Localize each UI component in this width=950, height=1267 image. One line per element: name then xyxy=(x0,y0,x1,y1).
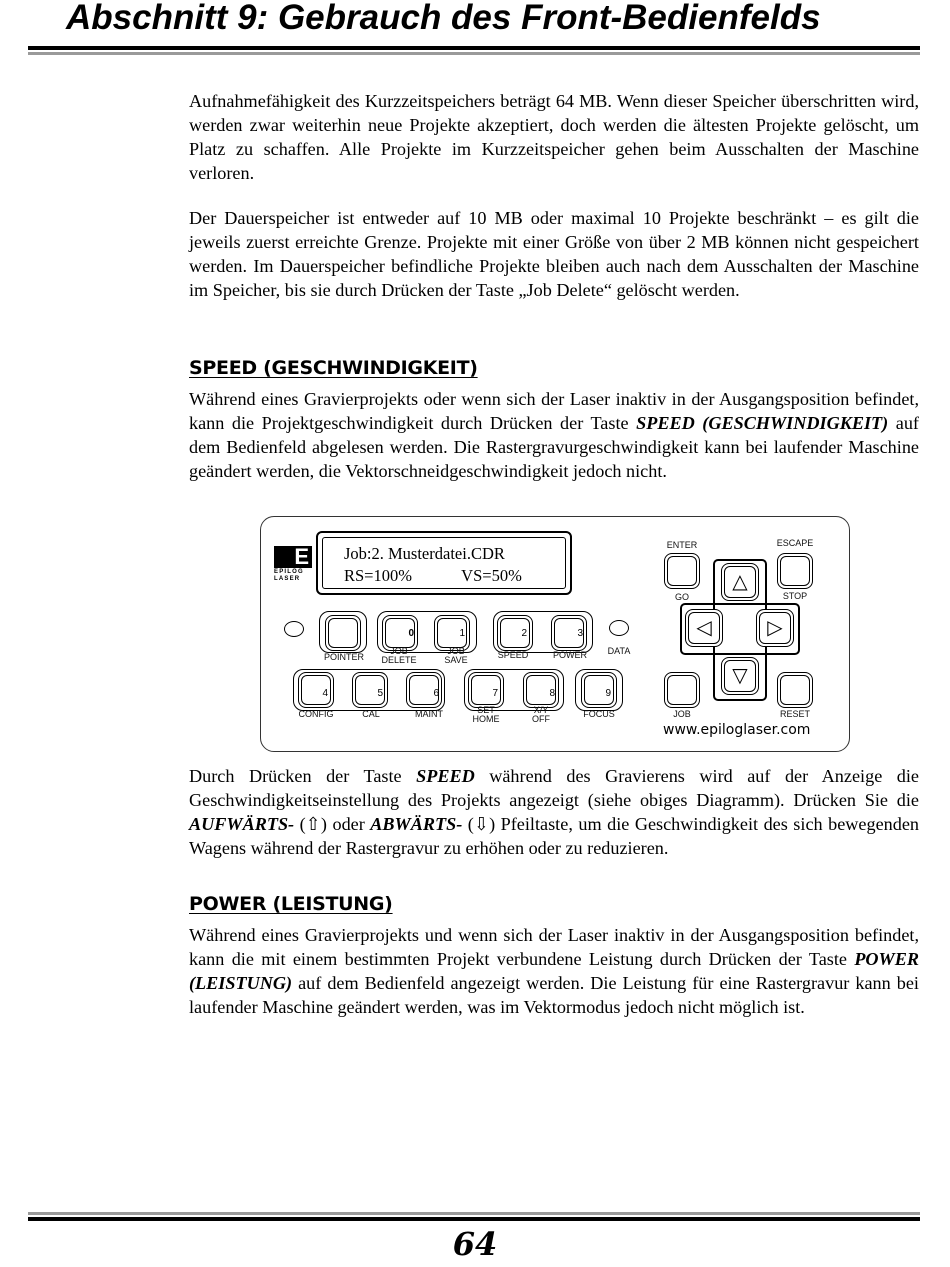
enter-label: ENTER xyxy=(666,540,698,550)
speed-label: SPEED xyxy=(497,650,529,660)
arrow-right-icon: ▷ xyxy=(767,617,783,639)
arrow-down-button[interactable] xyxy=(721,657,759,695)
config-label: CONFIG xyxy=(298,709,334,719)
escape-stop-button[interactable] xyxy=(777,553,813,589)
arrow-left-icon: ◁ xyxy=(696,617,712,639)
job-save-label: JOB SAVE xyxy=(444,646,468,665)
page-header-title: Abschnitt 9: Gebrauch des Front-Bedienfelds xyxy=(66,0,821,37)
footer-rule-shadow xyxy=(28,1212,920,1215)
maint-label: MAINT xyxy=(415,709,443,719)
header-rule-shadow xyxy=(28,52,920,55)
pointer-label: POINTER xyxy=(323,652,364,662)
paragraph-short-term-memory: Aufnahmefähigkeit des Kurzzeitspeichers beträgt 64 MB. Wenn dieser Speicher überschritten wird, werden zwar weiterhin neue Projekte akzeptiert, doch werden die ältesten Projekte gelöscht, um Platz zu schaffen. Alle Projekte im Kurzzeitspeicher gehen beim Ausschalten der Maschine verloren. xyxy=(189,91,919,183)
lcd-line-1: Job:2. Musterdatei.CDR xyxy=(344,544,505,563)
num-4: 4 xyxy=(322,688,328,699)
cal-label: CAL xyxy=(362,709,380,719)
num-1: 1 xyxy=(459,628,465,639)
logo-text: EPILOG LASER xyxy=(274,569,304,582)
num-9: 9 xyxy=(605,688,611,699)
pointer-button[interactable] xyxy=(325,615,361,651)
num-5: 5 xyxy=(377,688,383,699)
reset-label: RESET xyxy=(779,709,810,719)
xy-off-label: X/Y OFF xyxy=(532,705,550,724)
speed-paragraph-2: Durch Drücken der Taste SPEED während des Gravierens wird auf der Anzeige die Geschwindigkeitseinstellung des Projekts angezeigt (siehe obiges Diagramm). Drücken Sie die AUFWÄRTS- (⇧) oder ABWÄRTS- (⇩) Pfeiltaste, um die Geschwindigkeit des sich bewegenden Wagens während der Rastergravur zu erhöhen oder zu reduzieren. xyxy=(189,766,919,858)
arrow-right-button[interactable] xyxy=(756,609,794,647)
enter-go-button[interactable] xyxy=(664,553,700,589)
arrow-up-icon: △ xyxy=(732,571,748,593)
speed-paragraph-1: Während eines Gravierprojekts oder wenn sich der Laser inaktiv in der Ausgangsposition befindet, kann die Projektgeschwindigkeit durch Drücken der Taste SPEED (GESCHWINDIGKEIT) auf dem Bedienfeld abgelesen werden. Die Rastergravurgeschwindigkeit kann bei laufender Maschine geändert werden, die Vektorschneidgeschwindigkeit jedoch nicht. xyxy=(189,389,919,481)
num-8: 8 xyxy=(549,688,555,699)
page-number: 64 xyxy=(452,1225,498,1263)
arrow-down-icon: ▽ xyxy=(732,665,748,687)
escape-label: ESCAPE xyxy=(776,538,814,548)
header-rule xyxy=(28,46,920,50)
power-label: POWER xyxy=(552,650,587,660)
arrow-left-button[interactable] xyxy=(685,609,723,647)
power-heading: POWER (LEISTUNG) xyxy=(189,893,393,915)
num-7: 7 xyxy=(492,688,498,699)
data-label: DATA xyxy=(607,646,631,656)
power-paragraph: Während eines Gravierprojekts und wenn sich der Laser inaktiv in der Ausgangsposition befindet, kann die mit einem bestimmten Projekt verbundene Leistung durch Drücken der Taste POWER (LEISTUNG) auf dem Bedienfeld angezeigt werden. Die Leistung für eine Rastergravur kann bei laufender Maschine geändert werden, was im Vektormodus jedoch nicht möglich ist. xyxy=(189,925,919,1017)
paragraph-permanent-memory: Der Dauerspeicher ist entweder auf 10 MB oder maximal 10 Projekte beschränkt – es gilt die jeweils zuerst erreichte Grenze. Projekte mit einer Größe von über 2 MB können nicht gespeichert werden. Im Dauerspeicher befindliche Projekte bleiben auch nach dem Ausschalten der Maschine im Speicher, bis sie durch Drücken der Taste „Job Delete“ gelöscht werden. xyxy=(189,208,919,300)
go-label: GO xyxy=(674,592,689,602)
job-delete-label: JOB DELETE xyxy=(381,646,417,665)
data-led xyxy=(609,620,629,636)
num-0: 0 xyxy=(408,628,414,639)
job-label: JOB xyxy=(673,709,691,719)
footer-rule xyxy=(28,1217,920,1221)
num-3: 3 xyxy=(577,628,583,639)
num-6: 6 xyxy=(433,688,439,699)
lcd-display xyxy=(316,531,572,595)
arrow-up-button[interactable] xyxy=(721,563,759,601)
stop-label: STOP xyxy=(782,591,808,601)
focus-label: FOCUS xyxy=(583,709,615,719)
num-2: 2 xyxy=(521,628,527,639)
set-home-label: SET HOME xyxy=(472,705,500,724)
pointer-led xyxy=(284,621,304,637)
website-url: www.epiloglaser.com xyxy=(663,722,811,738)
reset-button[interactable] xyxy=(777,672,813,708)
epilog-logo: E EPILOG LASER xyxy=(274,546,312,578)
lcd-line-2: RS=100% VS=50% xyxy=(344,566,522,585)
job-button[interactable] xyxy=(664,672,700,708)
speed-heading: SPEED (GESCHWINDIGKEIT) xyxy=(189,357,478,379)
control-panel-diagram xyxy=(260,516,850,752)
